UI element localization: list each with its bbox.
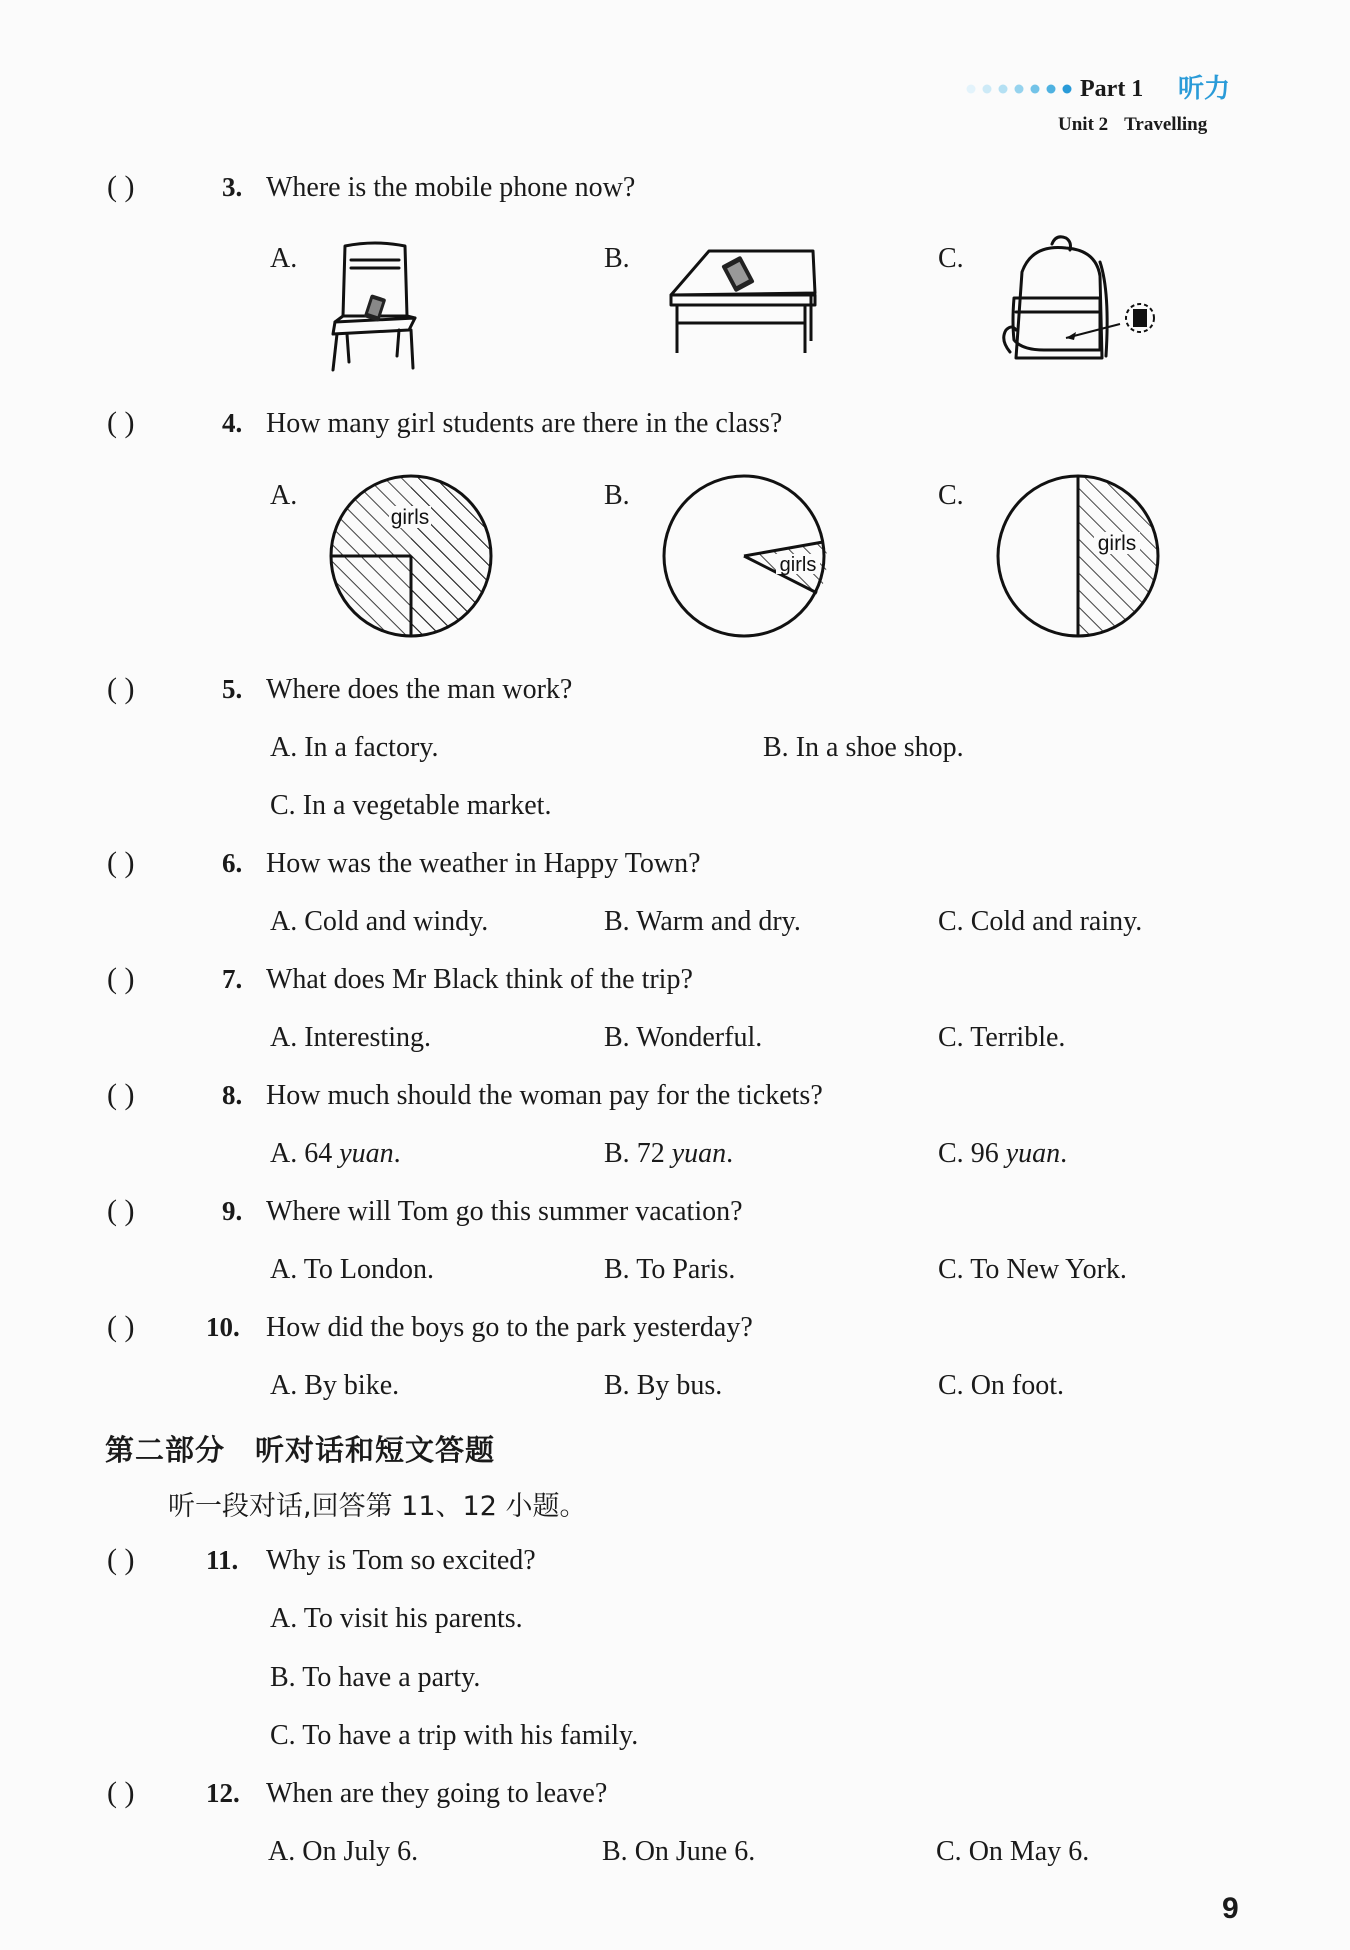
- option-b[interactable]: B. To have a party.: [270, 1662, 481, 1693]
- option-a[interactable]: A. Cold and windy.: [270, 906, 489, 937]
- pie-chart-small-slice[interactable]: [660, 472, 828, 640]
- question-text: What does Mr Black think of the trip?: [266, 964, 693, 995]
- question-number: 11.: [206, 1545, 239, 1575]
- answer-bracket[interactable]: ( ): [107, 962, 135, 995]
- option-c[interactable]: C. On foot.: [938, 1370, 1065, 1401]
- section-title: 第二部分 听对话和短文答题: [105, 1433, 496, 1467]
- option-b[interactable]: B. Wonderful.: [604, 1022, 763, 1053]
- question-number: 7.: [222, 964, 243, 994]
- question-text: Where does the man work?: [266, 674, 573, 705]
- option-a[interactable]: A. 64 yuan.: [270, 1138, 401, 1169]
- question-number: 5.: [222, 674, 243, 704]
- option-label: B.: [604, 480, 630, 511]
- option-c[interactable]: C. Terrible.: [938, 1022, 1066, 1053]
- question-text: How did the boys go to the park yesterday?: [266, 1312, 753, 1343]
- answer-bracket[interactable]: ( ): [107, 170, 135, 203]
- question-text: How much should the woman pay for the tickets?: [266, 1080, 823, 1111]
- answer-bracket[interactable]: ( ): [107, 672, 135, 705]
- pie-chart-three-quarters[interactable]: [327, 472, 495, 640]
- option-label: B.: [604, 243, 630, 274]
- option-c[interactable]: C. On May 6.: [936, 1836, 1090, 1867]
- answer-bracket[interactable]: ( ): [107, 1078, 135, 1111]
- question-text: How many girl students are there in the class?: [266, 408, 783, 439]
- question-number: 10.: [206, 1312, 240, 1342]
- option-b[interactable]: B. On June 6.: [602, 1836, 756, 1867]
- answer-bracket[interactable]: ( ): [107, 406, 135, 439]
- option-b[interactable]: B. By bus.: [604, 1370, 723, 1401]
- option-label: A.: [270, 243, 298, 274]
- question-text: Where is the mobile phone now?: [266, 172, 636, 203]
- header-part: Part 1: [1080, 76, 1144, 102]
- option-a[interactable]: A. On July 6.: [268, 1836, 419, 1867]
- header-section-cn: 听力: [1178, 74, 1231, 104]
- question-number: 4.: [222, 408, 243, 438]
- question-number: 6.: [222, 848, 243, 878]
- answer-bracket[interactable]: ( ): [107, 846, 135, 879]
- phone-on-chair-icon[interactable]: [325, 238, 425, 373]
- option-c[interactable]: C. To have a trip with his family.: [270, 1720, 639, 1751]
- pie-slice-label: girls: [390, 506, 430, 529]
- question-number: 9.: [222, 1196, 243, 1226]
- question-text: How was the weather in Happy Town?: [266, 848, 701, 879]
- answer-bracket[interactable]: ( ): [107, 1194, 135, 1227]
- question-text: When are they going to leave?: [266, 1778, 608, 1809]
- option-c[interactable]: C. To New York.: [938, 1254, 1127, 1285]
- answer-bracket[interactable]: ( ): [107, 1543, 135, 1576]
- option-label: C.: [938, 243, 964, 274]
- phone-in-backpack-pocket-icon[interactable]: [992, 232, 1167, 362]
- pie-chart-half[interactable]: [994, 472, 1162, 640]
- pie-slice-label: girls: [1097, 532, 1137, 555]
- option-c[interactable]: C. In a vegetable market.: [270, 790, 552, 821]
- option-b[interactable]: B. In a shoe shop.: [763, 732, 964, 763]
- section-intro: 听一段对话,回答第 11、12 小题。: [168, 1491, 587, 1522]
- option-a[interactable]: A. By bike.: [270, 1370, 400, 1401]
- option-a[interactable]: A. Interesting.: [270, 1022, 431, 1053]
- answer-bracket[interactable]: ( ): [107, 1776, 135, 1809]
- page-number: 9: [1222, 1892, 1239, 1925]
- option-b[interactable]: B. 72 yuan.: [604, 1138, 734, 1169]
- option-b[interactable]: B. To Paris.: [604, 1254, 736, 1285]
- question-number: 12.: [206, 1778, 240, 1808]
- option-label: A.: [270, 480, 298, 511]
- question-number: 3.: [222, 172, 243, 202]
- header-unit-number: Unit 2: [1058, 114, 1109, 135]
- option-b[interactable]: B. Warm and dry.: [604, 906, 801, 937]
- question-text: Where will Tom go this summer vacation?: [266, 1196, 743, 1227]
- question-number: 8.: [222, 1080, 243, 1110]
- option-a[interactable]: A. In a factory.: [270, 732, 439, 763]
- answer-bracket[interactable]: ( ): [107, 1310, 135, 1343]
- question-text: Why is Tom so excited?: [266, 1545, 536, 1576]
- option-c[interactable]: C. 96 yuan.: [938, 1138, 1068, 1169]
- pie-slice-label: girls: [779, 554, 817, 576]
- phone-on-table-icon[interactable]: [665, 245, 820, 355]
- option-label: C.: [938, 480, 964, 511]
- option-c[interactable]: C. Cold and rainy.: [938, 906, 1143, 937]
- header-dots-icon: [965, 82, 1075, 96]
- header-unit: [1058, 114, 1223, 136]
- option-a[interactable]: A. To visit his parents.: [270, 1603, 523, 1634]
- header-unit-title: Travelling: [1124, 114, 1208, 135]
- option-a[interactable]: A. To London.: [270, 1254, 434, 1285]
